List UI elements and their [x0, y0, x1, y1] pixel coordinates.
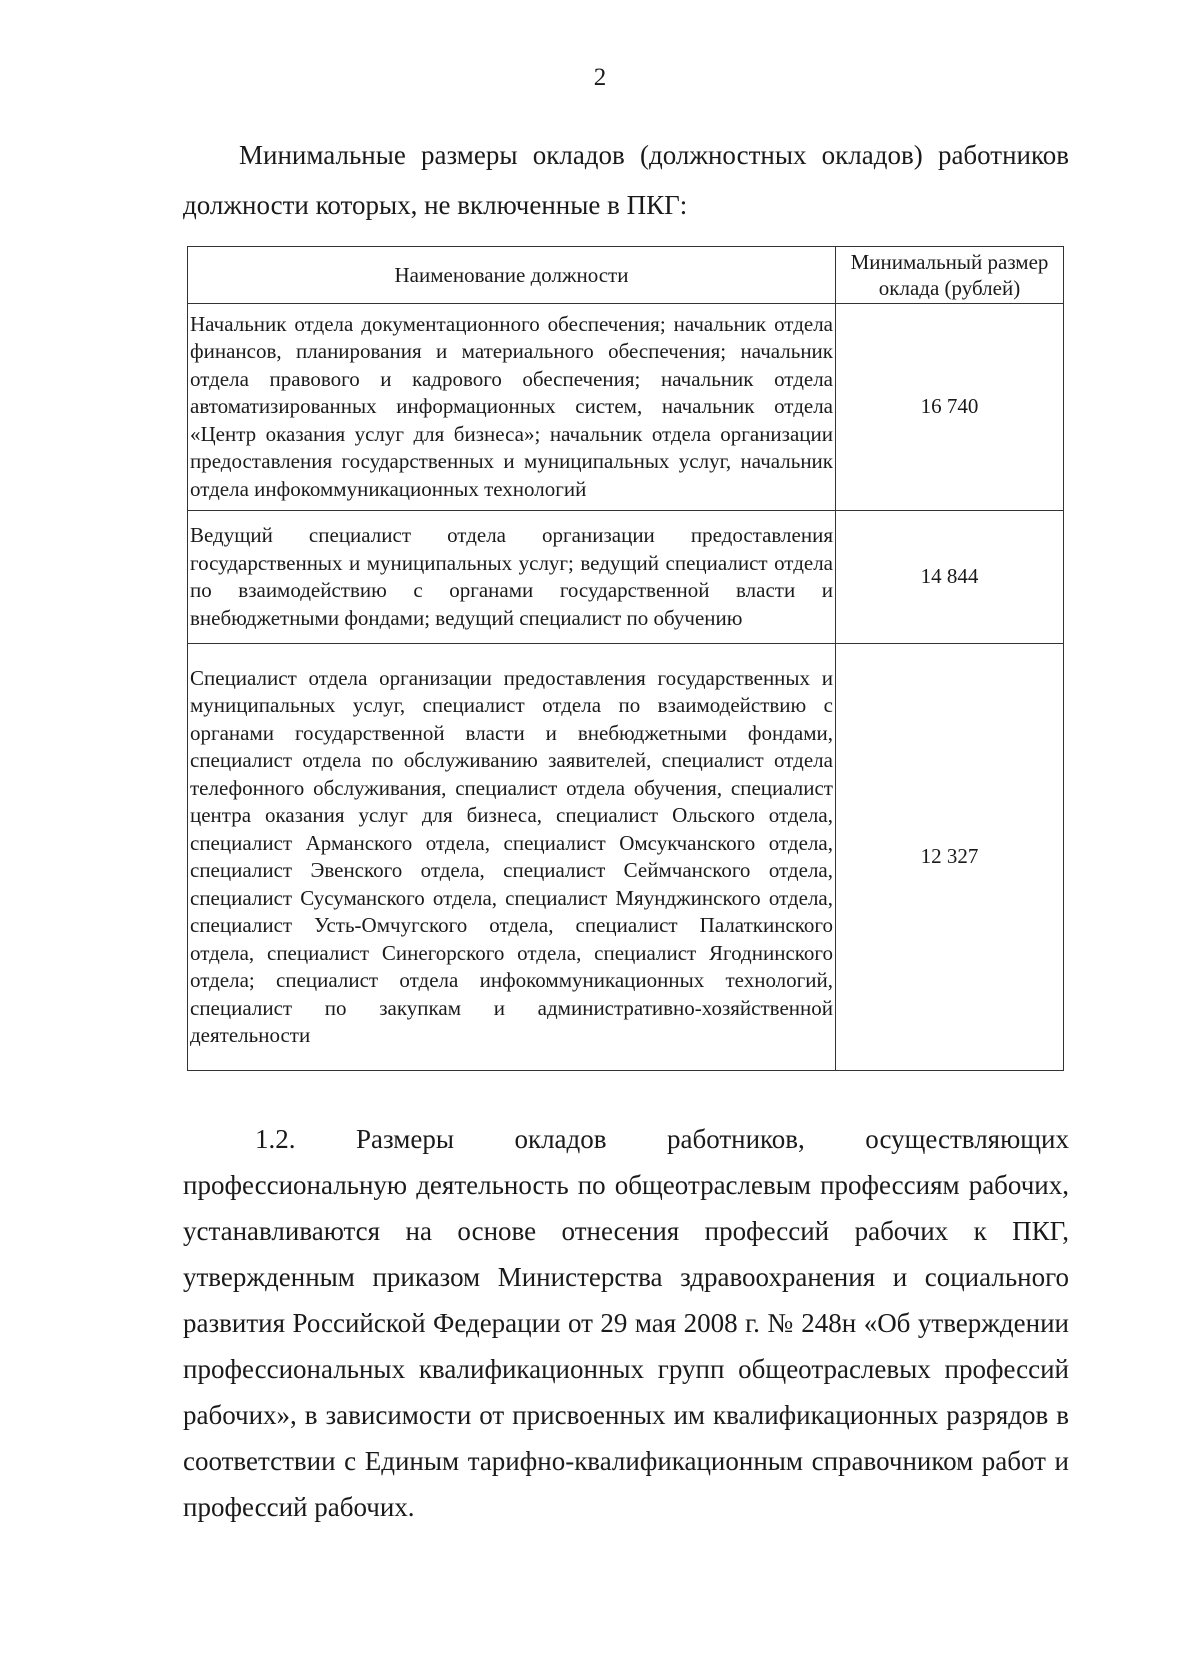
position-cell: Специалист отдела организации предоставления государственных и муниципальных услуг, специалист отдела по взаимодействию с органами государственной власти и внебюджетными фондами, специалист отдела по обслуживанию заявителей, специалист отдела телефонного обслуживания, специалист отдела обучения, специалист центра оказания услуг для бизнеса, специалист Ольского отдела, специалист Арманского отдела, специалист Омсукчанского отдела, специалист Эвенского отдела, специалист Сеймчанского отдела, специалист Сусуманского отдела, специалист Мяунджинского отдела, специалист Усть-Омчугского отдела, специалист Палаткинского отдела, специалист Синегорского отдела, специалист Ягоднинского отдела; специалист отдела инфокоммуникационных технологий, специалист по закупкам и административно-хозяйственной деятельности [188, 644, 836, 1071]
paragraph-1-2: 1.2. Размеры окладов работников, осуществляющих профессиональную деятельность по общеотраслевым профессиям рабочих, устанавливаются на основе отнесения профессий рабочих к ПКГ, утвержденным приказом Министерства здравоохранения и социального развития Российской Федерации от 29 мая 2008 г. № 248н «Об утверждении профессиональных квалификационных групп общеотраслевых профессий рабочих», в зависимости от присвоенных им квалификационных разрядов в соответствии с Единым тарифно-квалификационным справочником работ и профессий рабочих. [183, 1124, 1069, 1522]
table-row [188, 644, 1064, 1071]
page-number: 2 [593, 64, 607, 91]
salary-cell: 12 327 [836, 644, 1064, 1071]
salary-table [187, 246, 1064, 1071]
table-row [188, 511, 1064, 644]
intro-paragraph: Минимальные размеры окладов (должностных окладов) работников должности которых, не включенные в ПКГ: [183, 140, 1069, 220]
header-position: Наименование должности [188, 247, 836, 304]
salary-cell: 14 844 [836, 511, 1064, 644]
table-row [188, 304, 1064, 511]
salary-cell: 16 740 [836, 304, 1064, 511]
header-salary: Минимальный размер оклада (рублей) [836, 247, 1064, 304]
position-cell: Ведущий специалист отдела организации предоставления государственных и муниципальных услуг; ведущий специалист отдела по взаимодействию с органами государственной власти и внебюджетными фондами; ведущий специалист по обучению [188, 511, 836, 644]
table-header-row [188, 247, 1064, 304]
position-cell: Начальник отдела документационного обеспечения; начальник отдела финансов, планирования и материального обеспечения; начальник отдела правового и кадрового обеспечения; начальник отдела автоматизированных информационных систем, начальник отдела «Центр оказания услуг для бизнеса»; начальник отдела организации предоставления государственных и муниципальных услуг, начальник отдела инфокоммуникационных технологий [188, 304, 836, 511]
